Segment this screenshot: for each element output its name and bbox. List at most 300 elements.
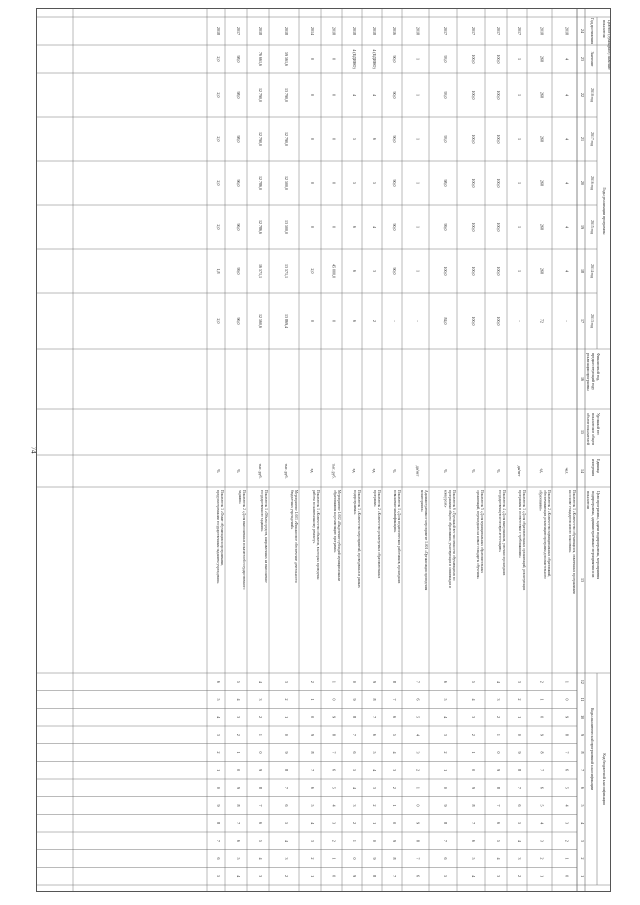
row-value-year-5: 100,0: [496, 134, 502, 144]
row-unit: тыс. руб.: [331, 463, 337, 479]
row-value-year-2: 6: [352, 270, 358, 272]
row-unit: тыс. руб.: [284, 463, 290, 479]
code-digit: 2: [236, 733, 242, 736]
row-unit: %: [443, 469, 449, 473]
row-value-year-4: 1: [415, 182, 421, 184]
row-value-year-3: 0: [331, 226, 337, 228]
row-value-year-4: 100,0: [471, 178, 477, 188]
row-name: Административное мероприятие 1.001 «Организация проведения: [424, 490, 428, 591]
code-digit: 2: [392, 786, 398, 789]
row-name: Показатель 3 «Охват обучающихся программами,: [220, 490, 224, 567]
row-value-year-3: 100,0: [471, 222, 477, 232]
code-digit: 3: [331, 822, 337, 825]
code-digit: 8: [392, 857, 398, 860]
header-base-year: реализации программы: [586, 353, 590, 391]
row-value-year-4: 100,0: [496, 178, 502, 188]
program-table: [37, 9, 611, 892]
row-value-year-2: 100,0: [471, 266, 477, 276]
code-digit: 1: [539, 698, 545, 701]
code-digit: 5: [443, 875, 449, 878]
code-digit: 3: [284, 857, 290, 860]
code-digit: 9: [539, 733, 545, 736]
code-digit: 1: [443, 769, 449, 772]
code-digit: 7: [258, 804, 264, 807]
code-digit: 4: [496, 680, 502, 683]
row-value-year-4: 5: [372, 182, 378, 184]
code-digit: 6: [216, 857, 222, 860]
code-digit: 5: [236, 857, 242, 860]
code-digit: 0: [415, 804, 421, 807]
row-name: бюджетных учреждений»: [289, 490, 294, 530]
row-value-year-6: 100,0: [471, 90, 477, 100]
code-digit: 5: [471, 857, 477, 860]
code-digit: 2: [539, 680, 545, 683]
row-value-year-5: 100,0: [471, 134, 477, 144]
row-final-year: 2017: [471, 27, 477, 35]
row-value-year-2: 3: [372, 270, 378, 272]
row-value-year-1: 12 560,6: [258, 314, 264, 328]
row-final-year: 2018: [284, 27, 290, 35]
code-digit: 4: [258, 857, 264, 860]
code-digit: 4: [310, 822, 316, 825]
column-number-10: 10: [580, 715, 585, 720]
code-digit: 8: [331, 733, 337, 736]
row-value-year-5: 98,0: [236, 135, 242, 143]
code-digit: 1: [372, 822, 378, 825]
code-digit: 5: [539, 804, 545, 807]
code-digit: 5: [517, 822, 523, 825]
code-digit: 3: [258, 698, 264, 701]
row-final-year: 2017: [443, 27, 449, 35]
code-digit: 4: [284, 839, 290, 842]
column-number-22: 22: [580, 93, 585, 97]
row-value-year-1: -: [517, 320, 523, 322]
row-name: предусмотренными государственным заданием учреждения»: [215, 490, 220, 584]
code-digit: 0: [310, 716, 316, 719]
code-digit: 7: [443, 839, 449, 842]
code-digit: 0: [539, 716, 545, 719]
code-digit: 8: [415, 839, 421, 842]
row-name: программ»: [372, 490, 377, 507]
row-value-year-6: 1: [415, 94, 421, 96]
code-digit: 6: [539, 786, 545, 789]
code-digit: 5: [471, 680, 477, 683]
code-digit: 4: [496, 857, 502, 860]
code-digit: 5: [496, 839, 502, 842]
code-digit: 5: [372, 751, 378, 754]
row-name: Показатель 1 «Количество обучающихся, охваченных программами: [572, 490, 576, 594]
code-digit: 9: [372, 857, 378, 860]
code-digit: 6: [352, 751, 358, 754]
code-digit: 9: [564, 716, 570, 719]
code-digit: 8: [517, 769, 523, 772]
row-name: Показатель 2 «Количество реализуемых образовательных: [377, 490, 381, 579]
header-final-year-sub: Год достижения: [590, 18, 594, 44]
row-value-year-3: 1: [415, 226, 421, 228]
code-digit: 6: [443, 680, 449, 683]
row-value-year-1: 100,0: [471, 316, 477, 326]
code-digit: 6: [517, 804, 523, 807]
row-name: государственного задания»: [259, 490, 264, 532]
code-digit: 4: [216, 716, 222, 719]
code-digit: 6: [564, 769, 570, 772]
header-years-group: Годы реализации программы: [602, 187, 606, 235]
code-digit: 0: [392, 822, 398, 825]
row-name: на основе стандартов нового поколения»: [567, 490, 572, 553]
column-number-6: 6: [580, 786, 585, 789]
row-value-year-6: 2,0: [216, 92, 222, 98]
row-name: Показатель 2 «Доля выполненных показателей государственного: [242, 490, 246, 590]
code-digit: 4: [352, 786, 358, 789]
header-name: Цели программы, задачи подпрограммы, мероприятия: [596, 491, 600, 580]
column-number-14: 14: [580, 469, 585, 473]
code-digit: 6: [310, 786, 316, 789]
row-name: образования»: [538, 490, 543, 511]
row-name: программам общего образования, участвующих в олимпиадах и: [447, 490, 452, 589]
row-value-year-6: 12 790,0: [258, 88, 264, 102]
row-final-value: 2,0: [216, 56, 222, 62]
header-final-value-sub: Значение: [590, 51, 594, 67]
row-final-value: 0: [310, 58, 316, 60]
code-digit: 9: [443, 804, 449, 807]
row-name: повышение квалификации»: [392, 490, 397, 533]
row-unit: тыс. руб.: [258, 463, 264, 479]
row-name: Показатель 6 «Удельный вес численности обучающихся по: [452, 490, 456, 581]
column-number-8: 8: [580, 751, 585, 754]
code-digit: 9: [216, 804, 222, 807]
row-value-year-2: 268: [539, 268, 545, 274]
code-digit: 8: [236, 804, 242, 807]
code-digit: 5: [236, 680, 242, 683]
row-value-year-1: 84,0: [443, 317, 449, 325]
code-digit: 9: [471, 786, 477, 789]
code-digit: 2: [517, 698, 523, 701]
code-digit: 3: [415, 751, 421, 754]
code-digit: 8: [564, 733, 570, 736]
code-digit: 0: [331, 875, 337, 878]
row-value-year-5: 5: [352, 138, 358, 140]
code-digit: 3: [539, 839, 545, 842]
row-value-year-4: 0: [331, 182, 337, 184]
code-digit: 1: [392, 804, 398, 807]
code-digit: 5: [415, 716, 421, 719]
code-digit: 6: [471, 839, 477, 842]
code-digit: 0: [443, 786, 449, 789]
row-value-year-4: 268: [539, 180, 545, 186]
code-digit: 4: [471, 875, 477, 878]
code-digit: 5: [331, 786, 337, 789]
column-number-21: 21: [580, 137, 585, 141]
code-digit: 4: [392, 751, 398, 754]
row-final-year: 2014: [310, 27, 316, 35]
code-digit: 2: [352, 822, 358, 825]
row-name: Показатель 1 «Объем средств, направленных на выполнение: [264, 490, 268, 583]
row-value-year-3: 12 786,6: [258, 220, 264, 234]
code-digit: 1: [415, 786, 421, 789]
code-digit: 4: [331, 804, 337, 807]
row-value-year-5: 4: [564, 138, 570, 140]
code-digit: 4: [471, 698, 477, 701]
row-name: конкурсах»: [443, 490, 448, 508]
row-final-value: 59 561,6: [284, 52, 290, 66]
code-digit: 1: [310, 698, 316, 701]
row-unit: да/нет: [517, 465, 523, 477]
row-value-year-5: 0: [310, 138, 316, 140]
code-digit: 5: [284, 822, 290, 825]
code-digit: 3: [517, 857, 523, 860]
code-digit: 2: [443, 751, 449, 754]
header-unit: Единица: [596, 459, 600, 474]
row-value-year-5: 1: [415, 138, 421, 140]
code-digit: 7: [539, 769, 545, 772]
row-final-value: 4 (ЕДИНО): [352, 49, 358, 69]
header-program-code: Код бюджетной классификации: [602, 753, 606, 805]
row-value-year-5: 6: [372, 138, 378, 140]
code-digit: 6: [372, 733, 378, 736]
code-digit: 2: [517, 875, 523, 878]
header-weight: показателя в общем: [591, 413, 595, 446]
row-name: государственную итоговую аттестацию»: [497, 490, 502, 553]
header-year-6: 2018 год: [590, 88, 594, 102]
row-value-year-2: 100,0: [443, 266, 449, 276]
row-name: организаций, перешедших на новые стандарты обучения»: [475, 490, 480, 580]
code-digit: 3: [352, 804, 358, 807]
row-name: программы в соответствии с требованиями»: [517, 490, 522, 558]
column-number-9: 9: [580, 733, 585, 736]
code-digit: 3: [392, 769, 398, 772]
code-digit: 5: [216, 875, 222, 878]
row-final-value: 1: [415, 58, 421, 60]
row-final-value: 0: [331, 58, 337, 60]
code-digit: 0: [236, 769, 242, 772]
row-value-year-5: 1: [517, 138, 523, 140]
code-digit: 6: [258, 822, 264, 825]
code-digit: 0: [352, 680, 358, 683]
row-name: Мероприятие 1.002 «Выделение субсидий муниципальным: [337, 490, 341, 581]
column-number-23: 23: [580, 57, 585, 61]
row-value-year-1: -: [564, 320, 570, 322]
header-final-value: Целевое (суммарное) значение: [607, 20, 611, 70]
row-value-year-3: 96,0: [236, 223, 242, 231]
row-unit: ед.: [310, 468, 316, 474]
row-value-year-3: 6: [352, 226, 358, 228]
column-number-15: 15: [580, 430, 585, 434]
code-digit: 3: [372, 786, 378, 789]
code-digit: 7: [415, 680, 421, 683]
row-value-year-3: 2,0: [216, 224, 222, 230]
code-digit: 3: [258, 875, 264, 878]
row-name: Мероприятие 1.003 «Финансовое обеспечение деятельности: [294, 490, 298, 583]
row-final-year: 2017: [496, 27, 502, 35]
row-name: Показатель 1 «Доля педагогических работников, прошедших: [397, 490, 401, 584]
code-digit: 5: [216, 698, 222, 701]
code-digit: 1: [471, 751, 477, 754]
row-name: Показатель 3 «Количество мероприятий, проведенных в рамках: [357, 490, 361, 588]
row-unit: ед.: [352, 468, 358, 474]
row-value-year-4: 12 786,0: [258, 176, 264, 190]
row-value-year-2: 90,0: [392, 267, 398, 275]
code-digit: 7: [392, 698, 398, 701]
code-digit: 2: [471, 733, 477, 736]
row-value-year-2: 16 571,1: [258, 264, 264, 278]
row-value-year-3: 1: [517, 226, 523, 228]
header-name: подпрограммы, административные мероприятия и их: [591, 491, 595, 578]
row-value-year-6: 0: [310, 94, 316, 96]
row-final-value: 100,0: [471, 54, 477, 64]
row-value-year-2: 1: [517, 270, 523, 272]
row-final-year: 2018: [539, 27, 545, 35]
code-digit: 4: [564, 804, 570, 807]
code-digit: 3: [517, 680, 523, 683]
code-digit: 2: [331, 839, 337, 842]
row-value-year-5: 12 790,0: [284, 132, 290, 146]
code-digit: 1: [284, 716, 290, 719]
row-value-year-6: 0: [331, 94, 337, 96]
code-digit: 5: [564, 786, 570, 789]
row-value-year-3: 268: [539, 224, 545, 230]
row-unit: %: [392, 469, 398, 473]
code-digit: 7: [517, 786, 523, 789]
code-digit: 5: [352, 769, 358, 772]
code-digit: 7: [310, 769, 316, 772]
code-digit: 2: [496, 716, 502, 719]
code-digit: 6: [496, 822, 502, 825]
code-digit: 6: [236, 839, 242, 842]
code-digit: 9: [352, 698, 358, 701]
code-digit: 3: [496, 698, 502, 701]
code-digit: 2: [284, 875, 290, 878]
header-weight: Удельный вес: [596, 413, 600, 436]
row-value-year-3: 4: [372, 226, 378, 228]
row-final-year: 2018: [372, 27, 378, 35]
row-value-year-5: 0: [331, 138, 337, 140]
code-digit: 6: [443, 857, 449, 860]
row-final-value: 93,0: [443, 55, 449, 63]
row-final-year: 2018: [564, 27, 570, 35]
row-value-year-4: 4: [564, 182, 570, 184]
code-digit: 8: [258, 786, 264, 789]
row-final-year: 2018: [415, 27, 421, 35]
row-unit: %: [236, 469, 242, 473]
code-digit: 1: [310, 875, 316, 878]
code-digit: 9: [392, 839, 398, 842]
column-number-24: 24: [580, 29, 585, 33]
column-number-12: 12: [580, 679, 585, 684]
row-value-year-1: 0: [331, 320, 337, 322]
row-final-year: 2018: [258, 27, 264, 35]
header-base-year: предшествующий году: [591, 353, 595, 390]
row-name: работы по капитальному ремонту»: [311, 490, 316, 544]
page-number: 74: [29, 446, 38, 454]
code-digit: 1: [564, 680, 570, 683]
row-value-year-6: 268: [539, 92, 545, 98]
column-number-1: 1: [580, 875, 585, 878]
code-digit: 4: [415, 733, 421, 736]
code-digit: 0: [372, 839, 378, 842]
code-digit: 0: [517, 733, 523, 736]
row-value-year-3: 90,0: [392, 223, 398, 231]
code-digit: 9: [331, 716, 337, 719]
code-digit: 9: [496, 769, 502, 772]
row-value-year-5: 268: [539, 136, 545, 142]
row-value-year-1: 96,0: [236, 317, 242, 325]
row-value-year-6: 4: [352, 94, 358, 96]
code-digit: 7: [392, 875, 398, 878]
column-number-4: 4: [580, 822, 585, 825]
row-value-year-3: 100,0: [496, 222, 502, 232]
row-value-year-1: 13 869,4: [284, 314, 290, 328]
code-digit: 0: [284, 733, 290, 736]
row-value-year-4: 96,0: [236, 179, 242, 187]
code-digit: 7: [564, 751, 570, 754]
column-number-2: 2: [580, 857, 585, 860]
row-value-year-5: 90,0: [392, 135, 398, 143]
code-digit: 6: [331, 769, 337, 772]
code-digit: 0: [564, 698, 570, 701]
row-name: образованиям на реализацию программ»: [332, 490, 337, 553]
row-name: Показатель 5 «Доля муниципальных образовательных: [480, 490, 484, 574]
code-digit: 5: [310, 804, 316, 807]
row-final-value: 268: [539, 56, 545, 62]
code-digit: 1: [352, 839, 358, 842]
code-digit: 1: [331, 857, 337, 860]
header-name: показатели: [586, 491, 590, 509]
header-year-5: 2017 год: [590, 132, 594, 146]
row-value-year-3: 99,0: [443, 223, 449, 231]
code-digit: 8: [372, 698, 378, 701]
code-digit: 2: [539, 857, 545, 860]
code-digit: 1: [496, 733, 502, 736]
column-number-20: 20: [580, 181, 585, 185]
row-value-year-6: 100,0: [496, 90, 502, 100]
code-digit: 3: [310, 839, 316, 842]
code-digit: 4: [443, 716, 449, 719]
header-year-1: 2013 год: [590, 314, 594, 328]
code-digit: 3: [236, 716, 242, 719]
code-digit: 7: [352, 733, 358, 736]
code-digit: 4: [236, 698, 242, 701]
row-final-value: 1: [517, 58, 523, 60]
row-value-year-2: 45 000,0: [331, 264, 337, 278]
row-name: мониторинга»: [419, 490, 424, 512]
code-digit: 5: [392, 733, 398, 736]
code-digit: 8: [496, 786, 502, 789]
row-final-year: 2017: [517, 27, 523, 35]
column-number-11: 11: [580, 697, 585, 702]
row-value-year-4: 0: [310, 182, 316, 184]
code-digit: 8: [352, 716, 358, 719]
row-name: задания»: [237, 490, 242, 504]
code-digit: 2: [216, 751, 222, 754]
row-value-year-6: 90,0: [392, 91, 398, 99]
code-digit: 2: [284, 698, 290, 701]
header-weight: объеме показателей: [586, 413, 590, 445]
row-final-year: 2018: [352, 27, 358, 35]
code-digit: 3: [471, 716, 477, 719]
row-value-year-6: 1: [517, 94, 523, 96]
row-value-year-2: 99,0: [236, 267, 242, 275]
row-final-value: 4: [564, 58, 570, 60]
code-digit: 3: [284, 680, 290, 683]
code-digit: 6: [392, 716, 398, 719]
code-digit: 5: [258, 839, 264, 842]
code-digit: 9: [284, 751, 290, 754]
row-value-year-6: 4: [564, 94, 570, 96]
row-value-year-5: 2,0: [216, 136, 222, 142]
row-value-year-1: 0: [310, 320, 316, 322]
code-digit: 6: [216, 680, 222, 683]
code-digit: 7: [496, 804, 502, 807]
